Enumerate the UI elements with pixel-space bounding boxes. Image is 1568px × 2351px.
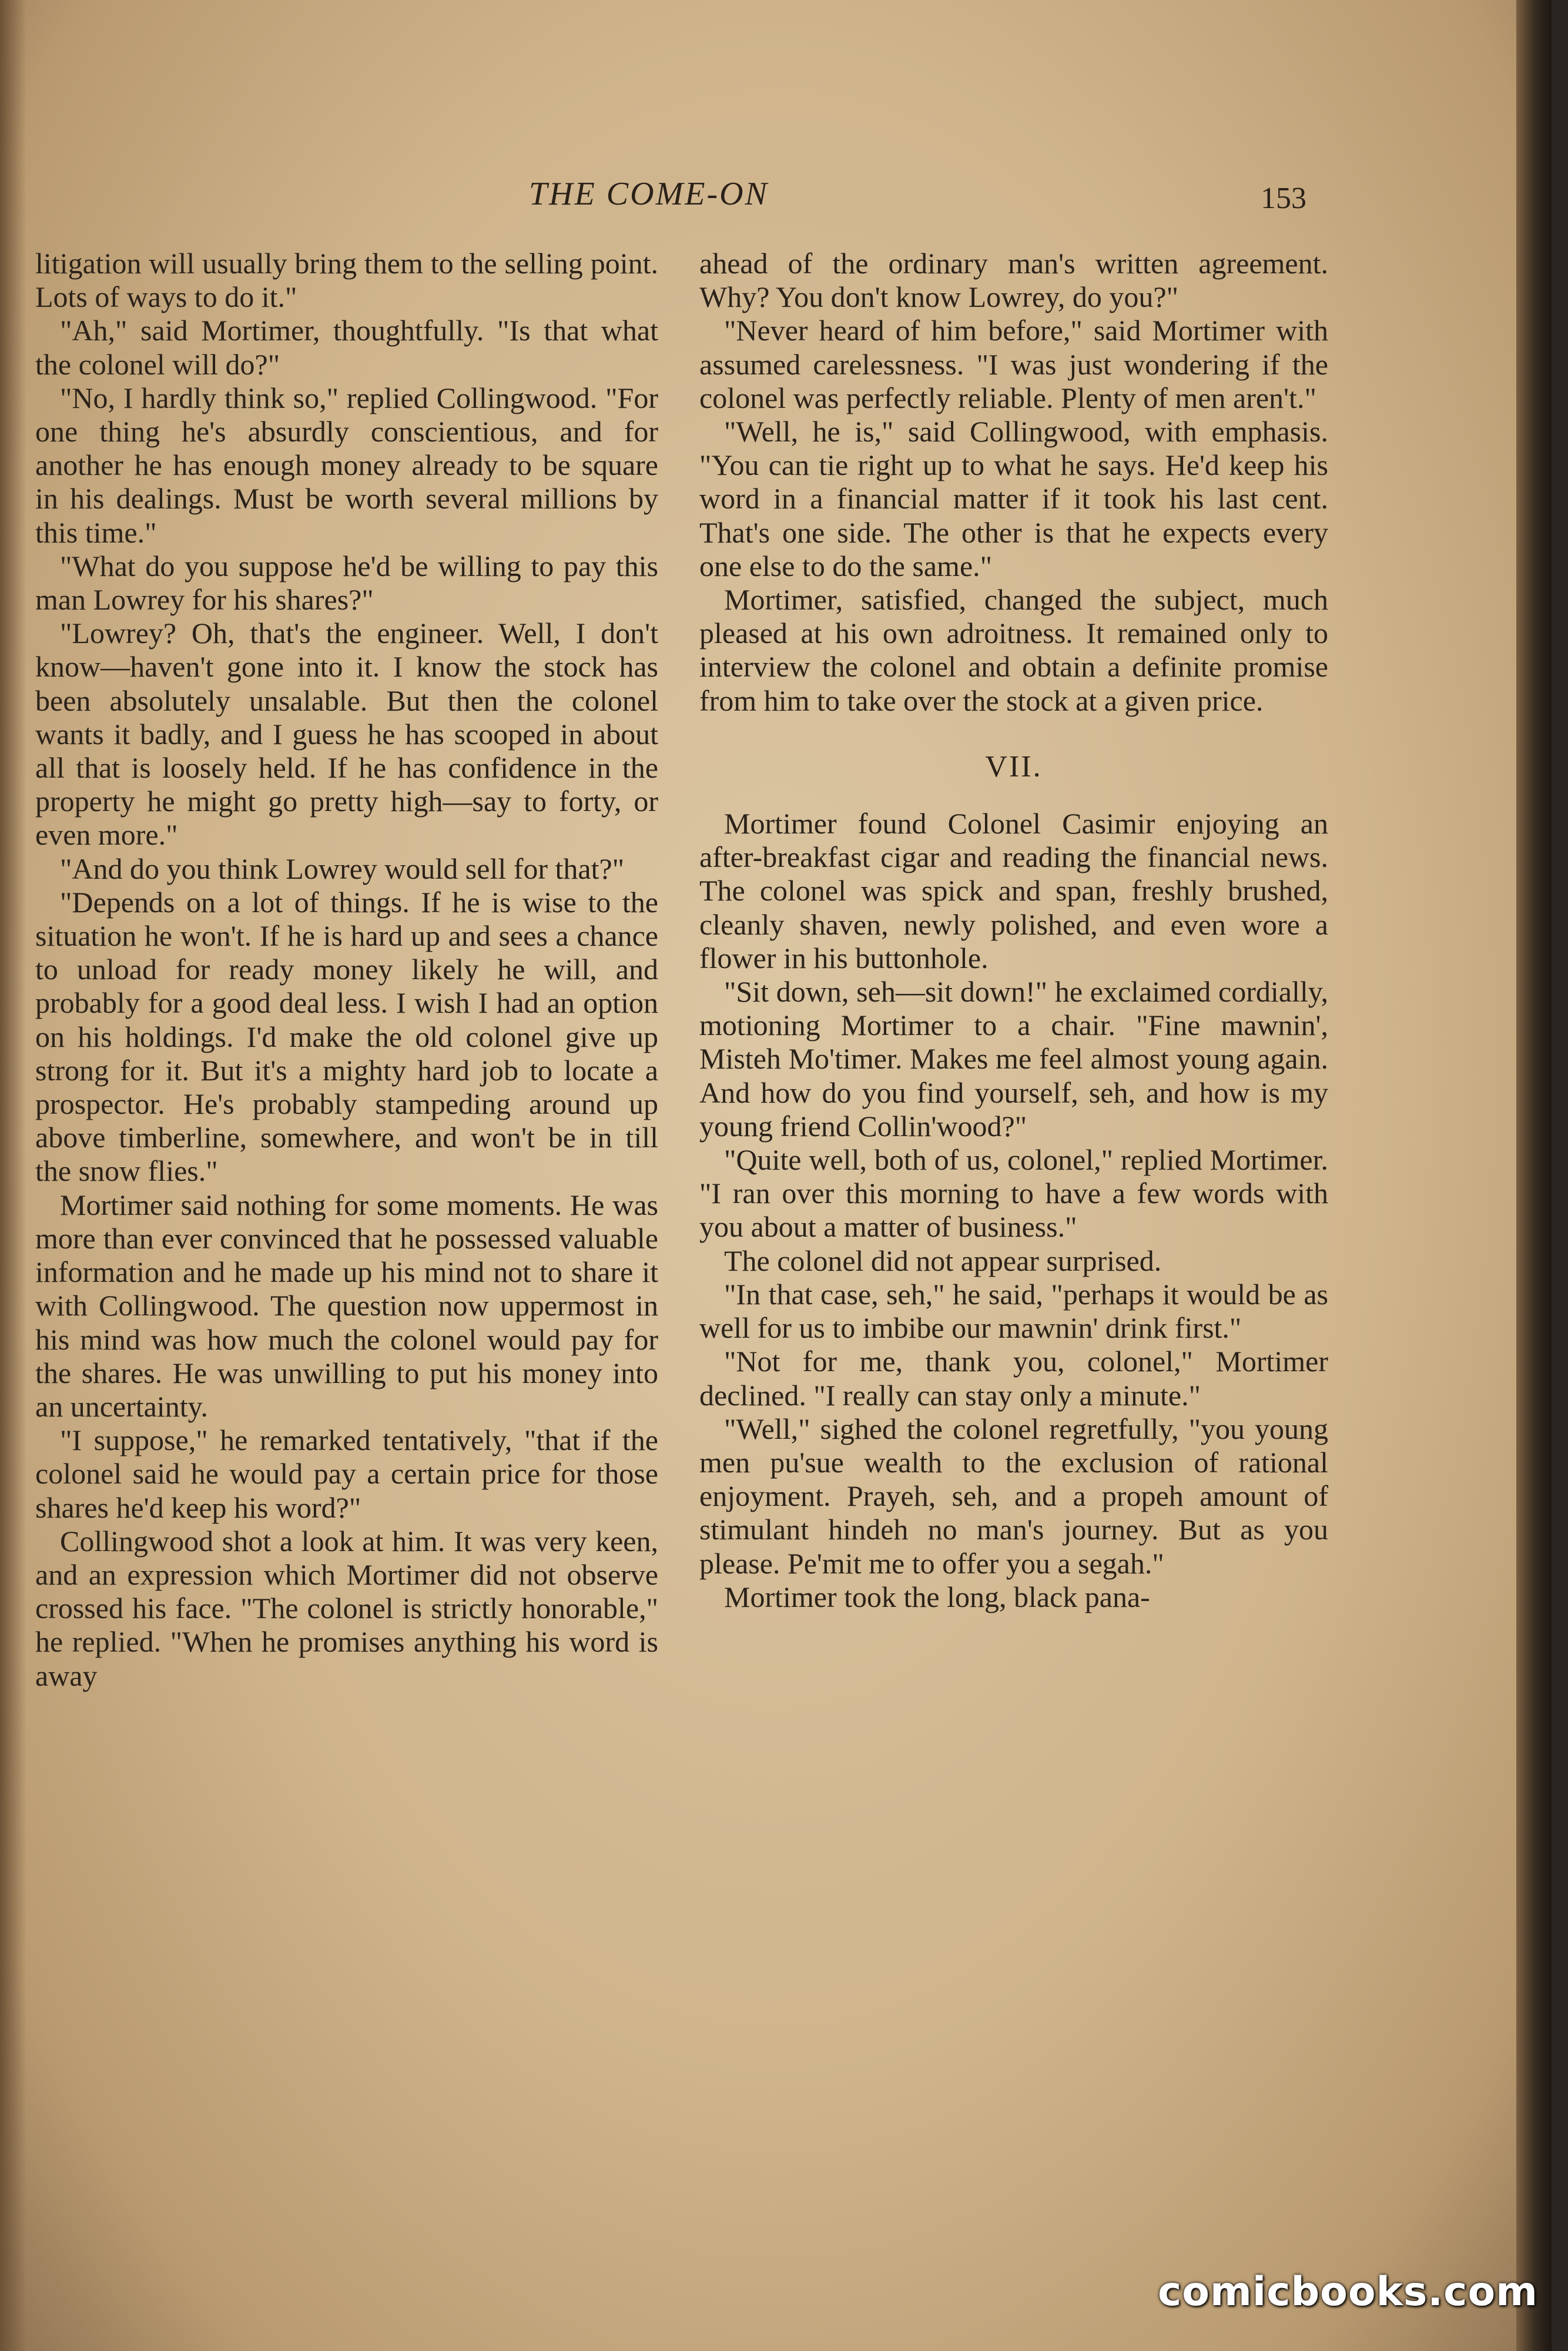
right-column [699, 247, 1328, 1614]
paragraph: "Lowrey? Oh, that's the engineer. Well, I don't know—haven't gone into it. I know the stock has been absolutely unsalable. But then the colonel wants it badly, and I guess he has scooped in about all that is loosely held. If he has confidence in the property he might go pretty high—say to forty, or even more." [35, 617, 658, 852]
paragraph: ahead of the ordinary man's written agreement. Why? You don't know Lowrey, do you?" [699, 247, 1328, 314]
paragraph: "Not for me, thank you, colonel," Mortimer declined. "I really can stay only a minute." [699, 1345, 1328, 1412]
paragraph: Mortimer, satisfied, changed the subject, much pleased at his own adroitness. It remained only to interview the colonel and obtain a definite promise from him to take over the stock at a given price. [699, 583, 1328, 717]
left-column [35, 247, 658, 1693]
paragraph: "No, I hardly think so," replied Collingwood. "For one thing he's absurdly conscientious, and for another he has enough money already to be square in his dealings. Must be worth several millions by this time." [35, 381, 658, 549]
paragraph: "Never heard of him before," said Mortimer with assumed carelessness. "I was just wondering if the colonel was perfectly reliable. Plenty of men aren't." [699, 314, 1328, 414]
chapter-section-heading: VII. [985, 749, 1043, 783]
paragraph: "Depends on a lot of things. If he is wise to the situation he won't. If he is hard up and sees a chance to unload for ready money likely he will, and probably for a good deal less. I wish I had an option on his holdings. I'd make the old colonel give up strong for it. But it's a mighty hard job to locate a prospector. He's probably stampeding around up above timberline, somewhere, and won't be in till the snow flies." [35, 885, 658, 1188]
page-binding-edge [1516, 0, 1552, 2351]
page-left-shadow [0, 0, 26, 2351]
paragraph: The colonel did not appear surprised. [724, 1244, 1162, 1277]
paragraph: Mortimer took the long, black pana- [724, 1580, 1150, 1613]
paragraph: "Ah," said Mortimer, thoughtfully. "Is that what the colonel will do?" [35, 314, 658, 381]
site-watermark: comicbooks.com [1158, 2269, 1539, 2315]
paragraph: "What do you suppose he'd be willing to pay this man Lowrey for his shares?" [35, 549, 658, 617]
paragraph: Mortimer found Colonel Casimir enjoying an after-breakfast cigar and reading the financial news. The colonel was spick and span, freshly brushed, cleanly shaven, newly polished, and even wore a flower in his buttonhole. [699, 807, 1328, 974]
paragraph: Collingwood shot a look at him. It was very keen, and an expression which Mortimer did not observe crossed his face. "The colonel is strictly honorable," he replied. "When he promises anything his word is away [35, 1524, 658, 1692]
paragraph: "Well," sighed the colonel regretfully, "you young men pu'sue wealth to the exclusion of rational enjoyment. Prayeh, seh, and a propeh amount of stimulant hindeh no man's journey. But as you please. Pe'mit me to offer you a segah." [699, 1412, 1328, 1580]
paragraph: Mortimer said nothing for some moments. He was more than ever convinced that he possessed valuable information and he made up his mind not to share it with Collingwood. The question now uppermost in his mind was how much the colonel would pay for the shares. He was unwilling to put his money into an uncertainty. [35, 1188, 658, 1423]
paragraph: "In that case, seh," he said, "perhaps it would be as well for us to imbibe our mawnin' drink first." [699, 1277, 1328, 1345]
running-title: THE COME-ON [529, 176, 769, 212]
paragraph: "Well, he is," said Collingwood, with emphasis. "You can tie right up to what he says. He'd keep his word in a financial matter if it took his last cent. That's one side. The other is that he expects every one else to do the same." [699, 415, 1328, 582]
page-number: 153 [1261, 182, 1306, 215]
paragraph: "Quite well, both of us, colonel," replied Mortimer. "I ran over this morning to have a few words with you about a matter of business." [699, 1143, 1328, 1244]
paragraph: "I suppose," he remarked tentatively, "that if the colonel said he would pay a certain price for those shares he'd keep his word?" [35, 1424, 658, 1524]
paragraph: "And do you think Lowrey would sell for that?" [60, 852, 625, 885]
running-header [0, 175, 1552, 222]
paragraph: "Sit down, seh—sit down!" he exclaimed cordially, motioning Mortimer to a chair. "Fine mawnin', Misteh Mo'timer. Makes me feel almost young again. And how do you find yourself, seh, and how is my young friend Collin'wood?" [699, 975, 1328, 1143]
paragraph: litigation will usually bring them to the selling point. Lots of ways to do it." [35, 247, 658, 314]
